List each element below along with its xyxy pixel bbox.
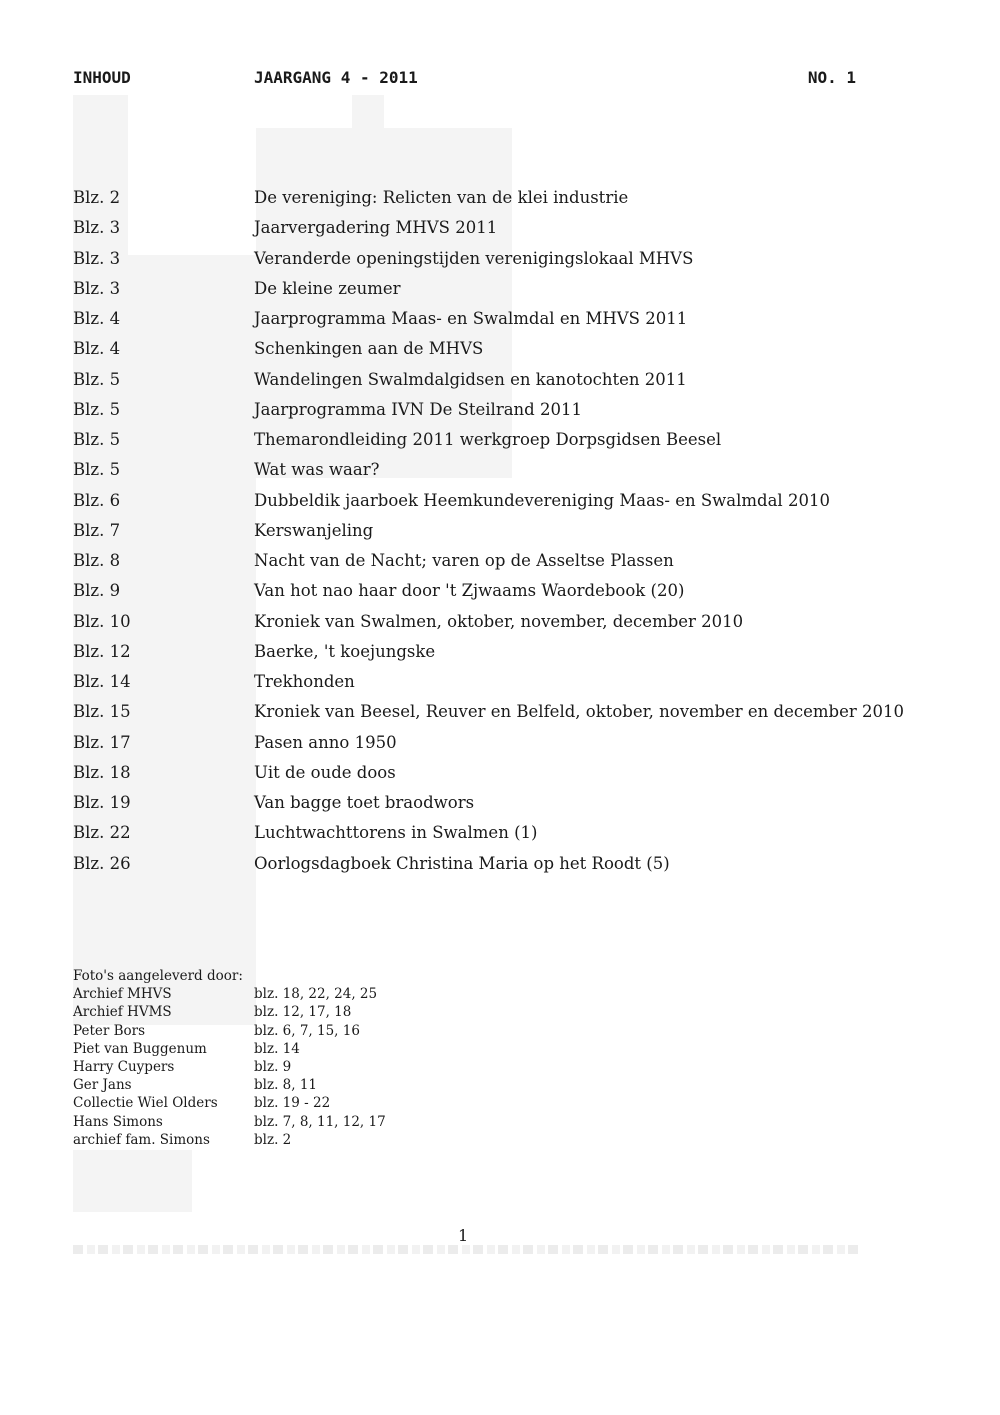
credit-pages: blz. 8, 11: [254, 1077, 318, 1094]
toc-entry: [73, 188, 873, 218]
credit-entry: [73, 1059, 573, 1077]
toc-entry: [73, 218, 873, 248]
toc-page-ref: Blz. 4: [73, 309, 121, 328]
toc-entry: [73, 763, 873, 793]
toc-article-title: Schenkingen aan de MHVS: [254, 339, 484, 359]
toc-page-ref: Blz. 12: [73, 641, 131, 661]
toc-entry: [73, 491, 873, 521]
credit-pages: blz. 14: [254, 1040, 300, 1057]
toc-article-title: Uit de oude doos: [254, 762, 396, 782]
credit-pages: blz. 12, 17, 18: [254, 1004, 352, 1021]
footer-rule: [73, 1245, 858, 1254]
credit-pages: blz. 6, 7, 15, 16: [254, 1022, 360, 1039]
header-volume: JAARGANG 4 - 2011: [254, 68, 418, 87]
toc-entry: [73, 249, 873, 279]
toc-page-ref: Blz. 5: [73, 430, 121, 449]
toc-article-title: Kroniek van Beesel, Reuver en Belfeld, oktober, november en december 2010: [254, 702, 904, 722]
toc-article-title: Themarondleiding 2011 werkgroep Dorpsgidsen Beesel: [254, 430, 722, 449]
toc-entry: [73, 339, 873, 369]
toc-entry: [73, 460, 873, 490]
toc-page-ref: Blz. 3: [73, 218, 121, 238]
credit-pages: blz. 19 - 22: [254, 1095, 331, 1112]
toc-article-title: De kleine zeumer: [254, 278, 401, 298]
credit-source: Collectie Wiel Olders: [73, 1095, 218, 1112]
toc-page-ref: Blz. 14: [73, 672, 131, 691]
credit-entry: [73, 1077, 573, 1095]
scan-shade: [73, 1150, 192, 1212]
toc-article-title: Dubbeldik jaarboek Heemkundevereniging Maas- en Swalmdal 2010: [254, 490, 830, 510]
toc-page-ref: Blz. 5: [73, 369, 121, 389]
toc-entry: [73, 430, 873, 460]
toc-entry: [73, 793, 873, 823]
scan-shade: [352, 95, 384, 130]
header-issue-number: NO. 1: [807, 68, 856, 87]
toc-entry: [73, 672, 873, 702]
toc-entry: [73, 854, 873, 884]
header-section-title: INHOUD: [73, 68, 131, 87]
credit-entry: [73, 1114, 573, 1132]
toc-article-title: Jaarvergadering MHVS 2011: [254, 218, 498, 238]
page-number: 1: [458, 1226, 469, 1245]
toc-article-title: Baerke, 't koejungske: [254, 641, 436, 661]
toc-entry: [73, 551, 873, 581]
toc-page-ref: Blz. 5: [73, 460, 121, 480]
credit-source: archief fam. Simons: [73, 1131, 210, 1148]
page-header: [73, 68, 856, 92]
credit-source: Piet van Buggenum: [73, 1040, 207, 1057]
toc-article-title: Wat was waar?: [254, 460, 380, 480]
toc-page-ref: Blz. 3: [73, 248, 121, 268]
toc-page-ref: Blz. 17: [73, 732, 131, 752]
credit-pages: blz. 18, 22, 24, 25: [254, 986, 378, 1003]
credit-entry: [73, 1132, 573, 1150]
toc-page-ref: Blz. 18: [73, 762, 131, 782]
toc-entry: [73, 612, 873, 642]
toc-page-ref: Blz. 3: [73, 278, 121, 298]
toc-page-ref: Blz. 8: [73, 551, 121, 570]
photo-credits: [73, 968, 573, 1150]
toc-article-title: Nacht van de Nacht; varen op de Asseltse Plassen: [254, 551, 674, 570]
credit-pages: blz. 9: [254, 1058, 292, 1075]
toc-entry: [73, 823, 873, 853]
credit-source: Ger Jans: [73, 1077, 132, 1094]
toc-page-ref: Blz. 2: [73, 188, 121, 207]
credit-source: Harry Cuypers: [73, 1058, 175, 1075]
toc-page-ref: Blz. 26: [73, 853, 131, 873]
credit-source: Peter Bors: [73, 1022, 146, 1039]
credit-entry: [73, 1023, 573, 1041]
toc-article-title: Van hot nao haar door 't Zjwaams Waordebook (20): [254, 581, 685, 601]
toc-entry: [73, 642, 873, 672]
toc-entry: [73, 370, 873, 400]
toc-article-title: Trekhonden: [254, 672, 355, 691]
toc-article-title: Pasen anno 1950: [254, 732, 397, 752]
toc-page-ref: Blz. 22: [73, 823, 131, 843]
credit-entry: [73, 1004, 573, 1022]
toc-article-title: Kroniek van Swalmen, oktober, november, december 2010: [254, 611, 744, 631]
toc-page-ref: Blz. 4: [73, 339, 121, 359]
credit-source: Archief HVMS: [73, 1004, 172, 1021]
toc-entry: [73, 581, 873, 611]
toc-entry: [73, 521, 873, 551]
toc-entry: [73, 400, 873, 430]
toc-page-ref: Blz. 7: [73, 520, 121, 540]
toc-entry: [73, 279, 873, 309]
toc-page-ref: Blz. 10: [73, 611, 131, 631]
toc-article-title: Wandelingen Swalmdalgidsen en kanotochten 2011: [254, 369, 687, 389]
toc-article-title: Van bagge toet braodwors: [254, 793, 475, 812]
photo-credits-list: [73, 986, 573, 1150]
toc-page-ref: Blz. 15: [73, 702, 131, 722]
toc-entry: [73, 702, 904, 732]
toc-article-title: Luchtwachttorens in Swalmen (1): [254, 823, 538, 843]
toc-page-ref: Blz. 5: [73, 399, 121, 419]
credit-pages: blz. 2: [254, 1131, 292, 1148]
credit-entry: [73, 986, 573, 1004]
credit-pages: blz. 7, 8, 11, 12, 17: [254, 1113, 386, 1130]
toc-page-ref: Blz. 6: [73, 490, 121, 510]
toc-entry: [73, 733, 873, 763]
toc-entry: [73, 309, 873, 339]
toc-article-title: Oorlogsdagboek Christina Maria op het Roodt (5): [254, 853, 670, 873]
toc-page-ref: Blz. 9: [73, 581, 121, 601]
toc-article-title: Veranderde openingstijden verenigingslokaal MHVS: [254, 248, 694, 268]
credit-entry: [73, 1095, 573, 1113]
toc-article-title: De vereniging: Relicten van de klei industrie: [254, 188, 629, 207]
toc-article-title: Jaarprogramma IVN De Steilrand 2011: [254, 399, 582, 419]
toc-article-title: Jaarprogramma Maas- en Swalmdal en MHVS 2011: [254, 309, 688, 328]
credit-source: Hans Simons: [73, 1113, 163, 1130]
toc-article-title: Kerswanjeling: [254, 520, 374, 540]
table-of-contents: [73, 188, 904, 884]
toc-page-ref: Blz. 19: [73, 793, 131, 812]
credit-entry: [73, 1041, 573, 1059]
credit-source: Archief MHVS: [73, 986, 172, 1003]
photo-credits-title: Foto's aangeleverd door:: [73, 968, 243, 984]
